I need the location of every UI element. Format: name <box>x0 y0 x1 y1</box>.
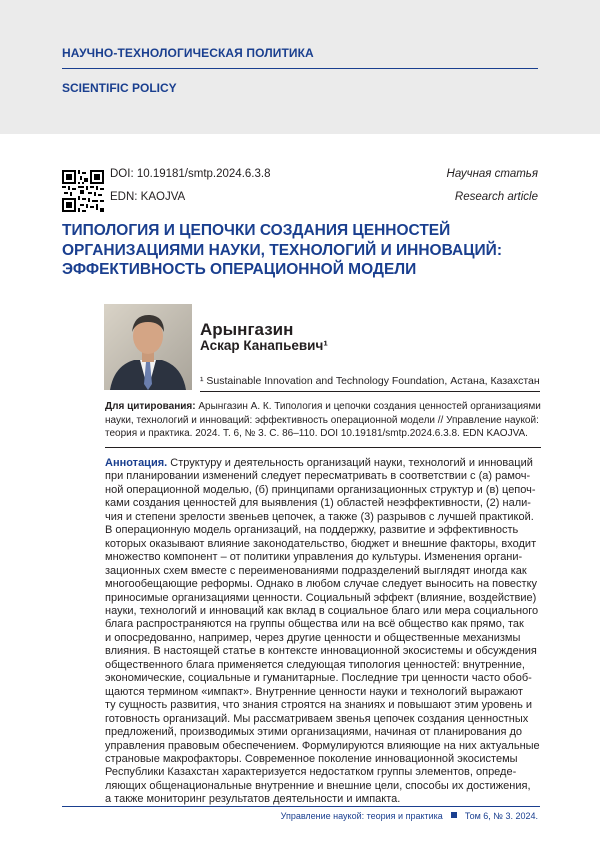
article-type-en: Research article <box>454 191 538 203</box>
abstract-text: Структуру и деятельность организаций науки, технологий и инноваций <box>167 457 533 469</box>
abstract-line: зационных схем вместе с переименованиями подразделений выглядят иногда как <box>105 564 527 577</box>
abstract <box>105 457 545 807</box>
running-footer <box>281 811 538 821</box>
abstract-label: Аннотация. <box>105 457 168 469</box>
abstract-line: ками создания ценностей для выявления (1) областей неэффективности, (2) нали- <box>105 497 531 510</box>
abstract-line: а также мониторинг результатов деятельности и импакта. <box>105 793 401 806</box>
citation-line <box>105 400 541 414</box>
header-band <box>0 0 600 134</box>
abstract-line: Республики Казахстан характеризуется недостатком группы элементов, опреде- <box>105 766 517 779</box>
qr-code-icon <box>62 170 104 212</box>
abstract-line: блага распространяются на группы общества или на всё общество как прямо, так <box>105 618 524 631</box>
abstract-line: при планировании изменений следует пересматривать в соответствии с (а) рамоч- <box>105 470 531 483</box>
section-divider <box>62 68 538 69</box>
abstract-line: ной операционной моделью, (б) принципами организационных структур и (в) цепоч- <box>105 483 536 496</box>
article-title <box>62 221 542 280</box>
author-photo <box>104 304 192 390</box>
abstract-line: науки, технологий и инноваций как вклад в социальное благо или мера социального <box>105 604 539 617</box>
title-line: ЭФФЕКТИВНОСТЬ ОПЕРАЦИОННОЙ МОДЕЛИ <box>62 261 417 278</box>
abstract-line: предложений, производимых этими организациями, начиная от планирования до <box>105 726 523 739</box>
abstract-line: В операционную модель организаций, на поддержку, развитие и эффективность <box>105 524 519 537</box>
abstract-line: ту сущность развития, что знания строятся на знаниях и повышают этим уровень и <box>105 699 533 712</box>
citation-label: Для цитирования: <box>105 401 196 412</box>
abstract-line: многообещающие реформы. Однако в любом случае следует выносить на повестку <box>105 578 538 591</box>
footer-divider <box>62 806 540 807</box>
abstract-line: влияния. В настоящей статье в контексте инновационной экосистемы и обсуждения <box>105 645 537 658</box>
abstract-line: страновые макрофакторы. Современное поколение инновационной экосистемы <box>105 752 518 765</box>
issue-info: Том 6, № 3. 2024. <box>464 811 538 821</box>
section-title-en: SCIENTIFIC POLICY <box>62 81 177 95</box>
citation-text: Арынгазин А. К. Типология и цепочки создания ценностей организациями <box>195 401 541 412</box>
title-line: ОРГАНИЗАЦИЯМИ НАУКИ, ТЕХНОЛОГИЙ И ИННОВАЦИЙ: <box>62 241 502 259</box>
abstract-line: экономические, социальные и гуманитарные. Последние три ценности часто обоб- <box>105 672 532 685</box>
abstract-line: общественного блага применяется следующая типология ценностей: внутренние, <box>105 658 525 671</box>
abstract-line: ляющих общенациональные внутренние и внешние цели, способы их достижения, <box>105 779 531 792</box>
square-bullet-icon <box>451 812 457 818</box>
title-line: ТИПОЛОГИЯ И ЦЕПОЧКИ СОЗДАНИЯ ЦЕННОСТЕЙ <box>62 222 451 239</box>
citation-block <box>105 400 541 441</box>
citation-line: науки, технологий и инноваций: эффективность операционной модели // Управление наукой: <box>105 414 539 426</box>
section-title-ru: НАУЧНО-ТЕХНОЛОГИЧЕСКАЯ ПОЛИТИКА <box>62 46 314 60</box>
abstract-line: управления правовым обеспечением. Формулируются влияющие на них актуальные <box>105 739 540 752</box>
abstract-line: множество компонент – от политики управления до культуры. Изменения органи- <box>105 551 523 564</box>
abstract-line: готовность организаций. Мы рассматриваем звенья цепочек создания ценностных <box>105 712 529 725</box>
affiliation-divider <box>200 391 540 392</box>
citation-line: теория и практика. 2024. Т. 6, № 3. С. 86–110. DOI 10.19181/smtp.2024.6.3.8. EDN KAOJVA. <box>105 428 528 439</box>
affiliation: ¹ Sustainable Innovation and Technology Foundation, Астана, Казахстан <box>200 375 540 387</box>
abstract-line: которых оказывают влияние законодательство, бюджет и внешние факторы, входит <box>105 537 537 550</box>
citation-divider <box>105 447 541 448</box>
article-type-ru: Научная статья <box>446 168 538 180</box>
abstract-line: чия и степени зрелости звеньев цепочек, а также (3) разрывов с лучшей практикой. <box>105 510 534 523</box>
abstract-line: и опосредованно, например, через другие ценности и общественные механизмы <box>105 631 521 644</box>
doi: DOI: 10.19181/smtp.2024.6.3.8 <box>110 168 271 180</box>
journal-name: Управление наукой: теория и практика <box>280 811 443 821</box>
abstract-line: приносимые организациями ценности. Социальный эффект (влияние, воздействие) <box>105 591 537 604</box>
edn: EDN: KAOJVA <box>110 191 186 203</box>
abstract-line <box>105 457 545 470</box>
author-name: Аскар Канапьевич¹ <box>200 338 328 353</box>
author-surname: Арынгазин <box>200 320 294 339</box>
abstract-line: щаются термином «импакт». Внутренние ценности науки и технологий выражают <box>105 685 523 698</box>
